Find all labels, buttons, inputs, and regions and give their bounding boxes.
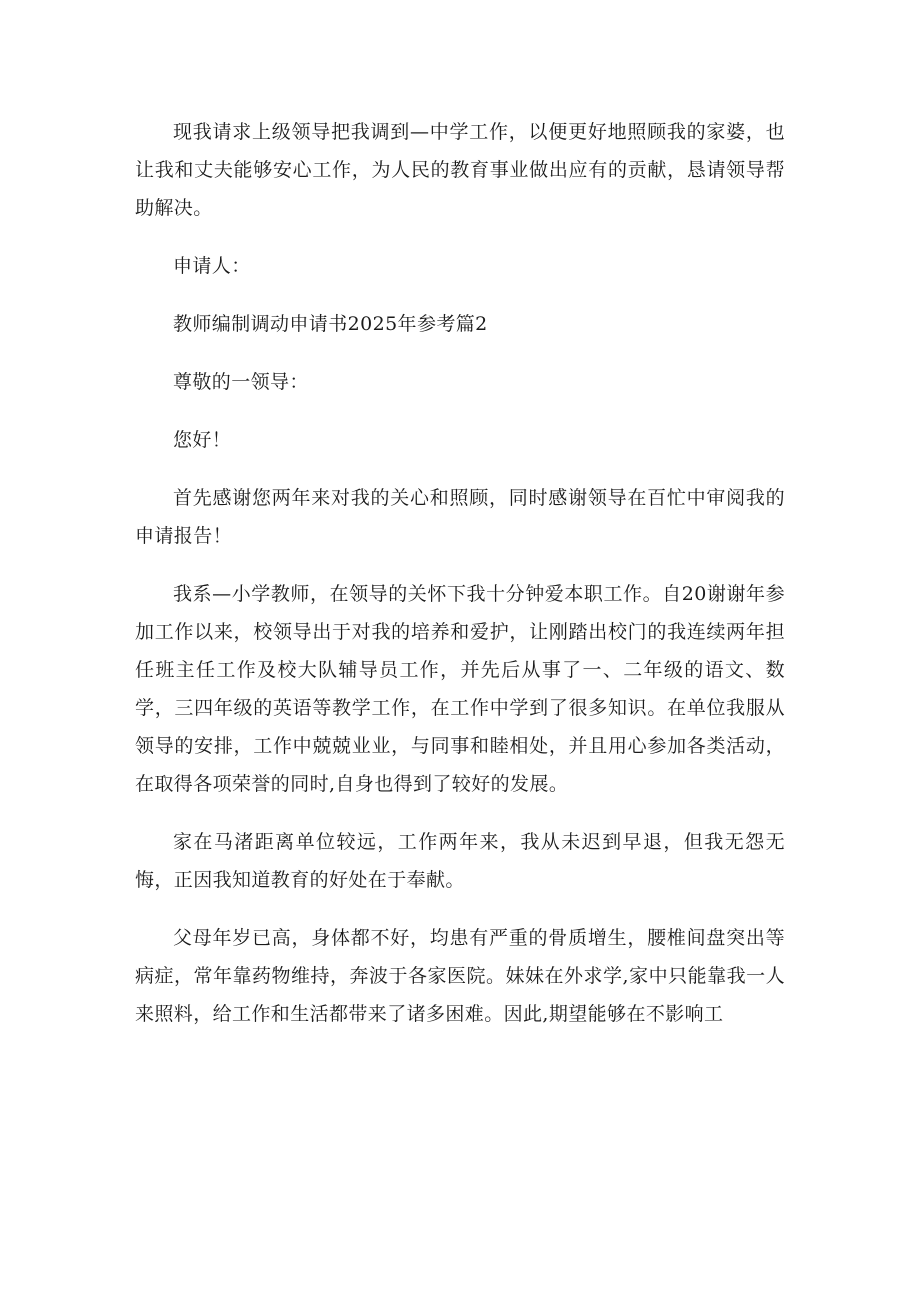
paragraph-thanks: 首先感谢您两年来对我的关心和照顾，同时感谢领导在百忙中审阅我的申请报告！ xyxy=(135,487,785,547)
paragraph-work-history: 我系—小学教师，在领导的关怀下我十分钟爱本职工作。自20谢谢年参加工作以来，校领导出于对我的培养和爱护，让刚踏出校门的我连续两年担任班主任工作及校大队辅导员工作，并先后从事了一、二年级的语文、数学，三四年级的英语等教学工作，在工作中学到了很多知识。在单位我服从领导的安排，工作中兢兢业业，与同事和睦相处，并且用心参加各类活动，在取得各项荣誉的同时,自身也得到了较好的发展。 xyxy=(135,583,785,795)
paragraph-transfer-request: 现我请求上级领导把我调到—中学工作，以便更好地照顾我的家婆，也让我和丈夫能够安心工作，为人民的教育事业做出应有的贡献，恳请领导帮助解决。 xyxy=(135,121,785,219)
document-body xyxy=(135,113,785,1053)
paragraph-salutation: 尊敬的一领导： xyxy=(173,371,309,393)
paragraph-greeting: 您好！ xyxy=(173,429,232,451)
paragraph-commute: 家在马渚距离单位较远，工作两年来，我从未迟到早退，但我无怨无悔，正因我知道教育的好处在于奉献。 xyxy=(135,831,785,891)
section-title: 教师编制调动申请书2025年参考篇2 xyxy=(173,313,488,335)
paragraph-applicant: 申请人： xyxy=(173,255,251,277)
paragraph-family: 父母年岁已高，身体都不好，均患有严重的骨质增生，腰椎间盘突出等病症，常年靠药物维持，奔波于各家医院。妹妹在外求学,家中只能靠我一人来照料，给工作和生活都带来了诸多困难。因此,期望能够在不影响工 xyxy=(135,927,785,1025)
